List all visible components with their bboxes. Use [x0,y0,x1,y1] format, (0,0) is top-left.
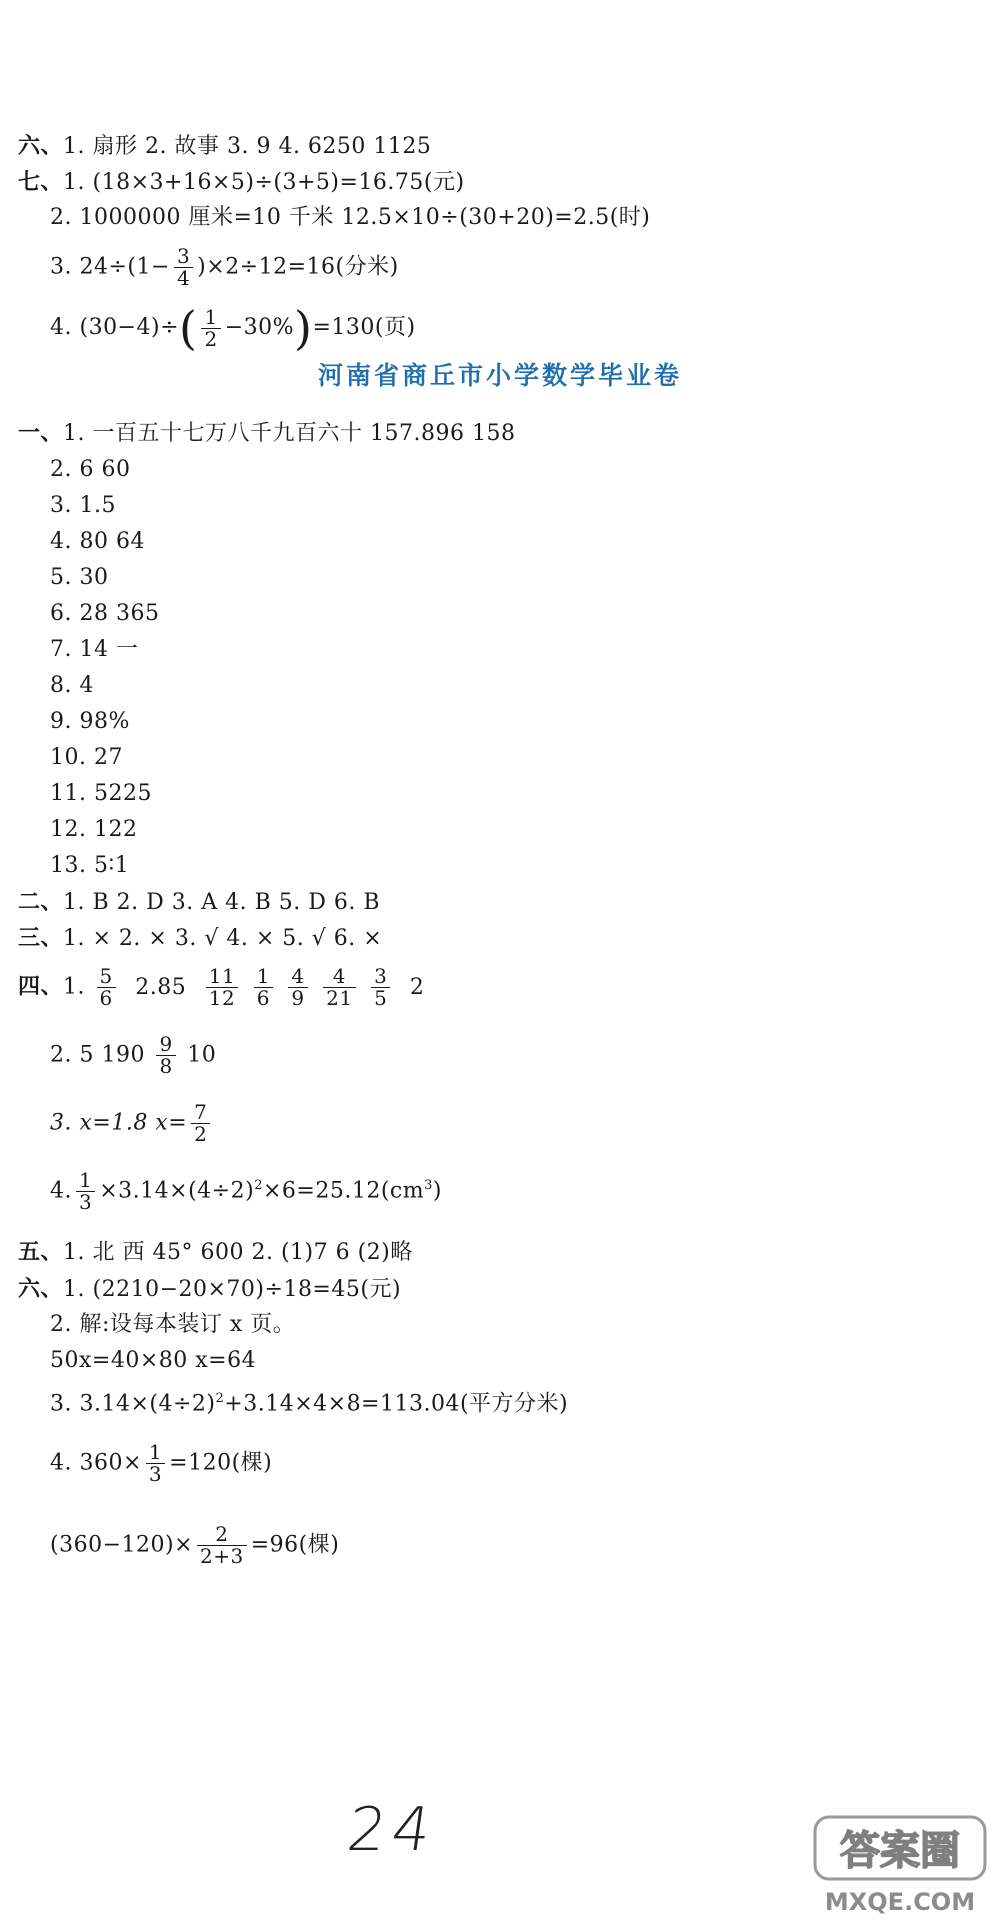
answer-line: 3. 1.5 [50,493,116,518]
answer-line: 8. 4 [50,673,94,698]
answer-line [50,1384,568,1419]
answer-line [50,1442,272,1485]
exam-title: 河南省商丘市小学数学毕业卷 [317,361,682,390]
section-label: 六、 [18,133,64,159]
answer-text: =120(棵) [169,1450,273,1476]
fraction: $\frac{1}{6}$ [254,966,273,1009]
answer-line: 5. 30 [50,565,109,590]
answer-line: 6. 28 365 [50,601,160,626]
answer-line: 2. 6 60 [50,457,131,482]
answer-line: 7. 14 一 [50,637,139,662]
answer-line [50,203,650,233]
fraction: $\frac{9}{8}$ [156,1034,175,1077]
fraction: $\frac{5}{6}$ [97,966,116,1009]
answer-text: −30% [224,315,295,340]
answer-line: 9. 98% [50,709,130,734]
answer-text: 1. × 2. × 3. √ 4. × 5. √ 6. × [63,926,383,951]
answer-text: 4. (30−4)÷ [50,315,180,340]
watermark-logo [795,1812,995,1922]
answer-text: 1. 扇形 2. 故事 3. 9 4. 6250 1125 [63,134,432,159]
answer-text: 1. 一百五十七万八千九百六十 157.896 158 [63,421,516,446]
fraction: $\frac{1}{2}$ [201,307,220,350]
answer-text: 1. [63,974,86,1000]
fraction: $\frac{3}{4}$ [174,246,193,289]
answer-line [50,1034,216,1077]
section-label: 三、 [18,925,64,951]
answer-line [18,1237,413,1268]
answer-text: (360−120)× [50,1532,194,1558]
answer-text: ×3.14×(4÷2) [99,1178,255,1204]
answer-line: 50x=40×80 x=64 [50,1348,257,1373]
answer-text: ×6=25.12(cm [262,1178,425,1204]
answer-line: 12. 122 [50,817,138,842]
answer-text: 4. [50,1178,72,1204]
answer-line: 4. 80 64 [50,529,145,554]
answer-line [18,167,465,198]
answer-line: 10. 27 [50,745,123,770]
answer-line [50,301,416,355]
answer-text: =96(棵) [250,1532,340,1558]
answer-line [18,923,382,954]
answer-line [18,418,515,449]
answer-line [18,131,431,162]
answer-text: 1. (18×3+16×5)÷(3+5)=16.75(元) [63,170,465,195]
answer-line: 11. 5225 [50,781,152,806]
answer-text: =130(页) [312,315,416,340]
answer-line [50,1102,214,1145]
fraction: $\frac{7}{2}$ [191,1102,210,1145]
fraction: $\frac{4}{9}$ [288,966,307,1009]
answer-text: 2. 5 190 [50,1042,145,1068]
answer-text: 4. 360× [50,1450,142,1476]
page-number: 24 [343,1795,442,1865]
svg-text:MXQE.COM: MXQE.COM [824,1888,976,1916]
answer-line [18,966,424,1009]
section-label: 四、 [18,973,64,1000]
fraction: $\frac{4}{21}$ [323,966,355,1009]
answer-text: 1. (2210−20×70)÷18=45(元) [63,1277,402,1302]
watermark-icon [795,1812,995,1922]
superscript: 3 [424,1178,433,1194]
answer-line [18,1274,401,1305]
answer-text: 3. 3.14×(4÷2) [50,1391,216,1417]
section-label: 一、 [18,420,64,446]
fraction: $\frac{3}{5}$ [371,966,390,1009]
section-label: 二、 [18,889,64,915]
answer-text: 3. 24÷(1− [50,254,170,280]
answer-text: 2.85 [135,974,187,1000]
answer-text: 1. 北 西 45° 600 2. (1)7 6 (2)略 [63,1240,413,1265]
answer-text: 10 [187,1042,217,1068]
answer-text: 1. B 2. D 3. A 4. B 5. D 6. B [63,890,381,915]
answer-line [50,1170,442,1213]
answer-line: 13. 5∶1 [50,853,130,878]
answer-text: )×2÷12=16(分米) [197,254,399,280]
fraction: $\frac{1}{3}$ [76,1170,95,1213]
superscript: 2 [215,1391,225,1406]
fraction: $\frac{1}{3}$ [146,1442,165,1485]
fraction: $\frac{2}{2+3}$ [197,1524,247,1567]
section-label: 五、 [18,1239,64,1265]
answer-text: 3. x=1.8 x= [50,1110,188,1136]
svg-text:答案圈: 答案圈 [840,1828,960,1874]
answer-text: ) [432,1178,442,1204]
paren-close: ) [294,301,313,355]
answer-line [50,246,399,289]
paren-open: ( [179,301,198,355]
answer-text: 2 [409,974,425,1000]
answer-text: +3.14×4×8=113.04(平方分米) [224,1391,569,1417]
answer-text: 2. 1000000 厘米=10 千米 12.5×10÷(30+20)=2.5(时) [50,205,651,230]
fraction: $\frac{11}{12}$ [206,966,238,1009]
answer-line [50,1524,339,1567]
section-label: 六、 [18,1276,64,1302]
answer-line: 2. 解:设每本装订 x 页。 [50,1312,296,1337]
section-label: 七、 [18,169,64,195]
answer-line [18,887,380,918]
superscript: 2 [254,1178,263,1194]
